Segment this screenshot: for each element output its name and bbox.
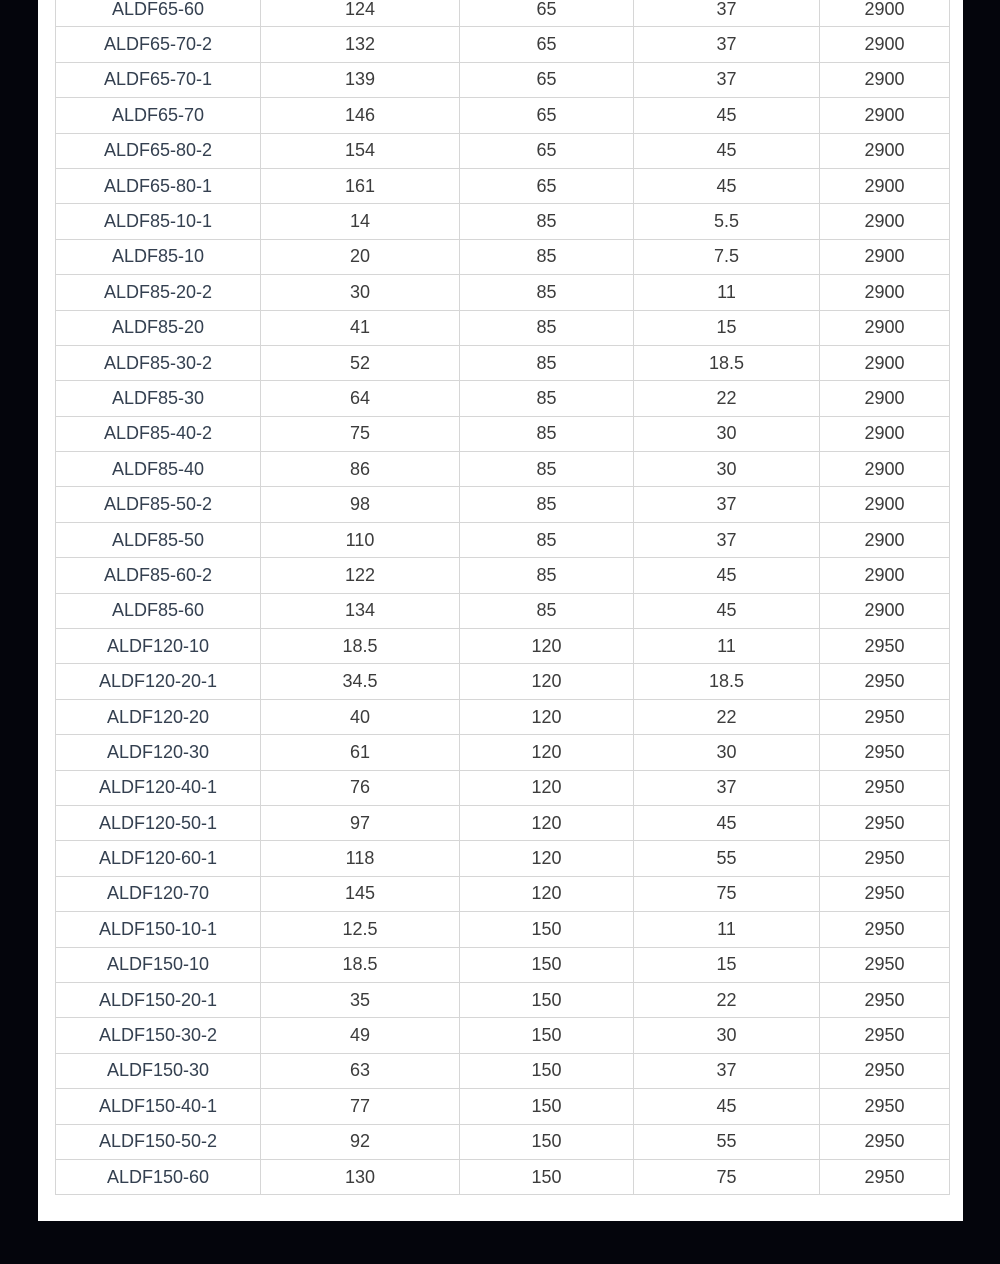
model-cell: ALDF65-70-1 <box>56 62 261 97</box>
value-cell: 22 <box>634 381 820 416</box>
value-cell: 18.5 <box>634 345 820 380</box>
value-cell: 30 <box>634 452 820 487</box>
model-cell: ALDF120-30 <box>56 735 261 770</box>
model-cell: ALDF85-20-2 <box>56 275 261 310</box>
value-cell: 2950 <box>820 912 950 947</box>
value-cell: 45 <box>634 98 820 133</box>
value-cell: 154 <box>261 133 460 168</box>
value-cell: 2900 <box>820 275 950 310</box>
value-cell: 150 <box>460 1053 634 1088</box>
table-row <box>56 1159 950 1194</box>
value-cell: 2900 <box>820 239 950 274</box>
model-cell: ALDF150-60 <box>56 1159 261 1194</box>
value-cell: 5.5 <box>634 204 820 239</box>
table-row <box>56 593 950 628</box>
value-cell: 120 <box>460 876 634 911</box>
value-cell: 45 <box>634 1089 820 1124</box>
value-cell: 37 <box>634 770 820 805</box>
value-cell: 15 <box>634 947 820 982</box>
value-cell: 150 <box>460 912 634 947</box>
value-cell: 2900 <box>820 133 950 168</box>
value-cell: 120 <box>460 664 634 699</box>
value-cell: 40 <box>261 699 460 734</box>
model-cell: ALDF120-20-1 <box>56 664 261 699</box>
table-row <box>56 204 950 239</box>
value-cell: 2950 <box>820 876 950 911</box>
model-cell: ALDF85-30-2 <box>56 345 261 380</box>
value-cell: 2900 <box>820 0 950 27</box>
value-cell: 150 <box>460 1124 634 1159</box>
value-cell: 120 <box>460 770 634 805</box>
table-row <box>56 27 950 62</box>
value-cell: 65 <box>460 168 634 203</box>
table-row <box>56 1089 950 1124</box>
value-cell: 85 <box>460 452 634 487</box>
content-panel <box>38 0 963 1221</box>
value-cell: 150 <box>460 947 634 982</box>
model-cell: ALDF120-50-1 <box>56 805 261 840</box>
value-cell: 97 <box>261 805 460 840</box>
value-cell: 150 <box>460 1018 634 1053</box>
value-cell: 41 <box>261 310 460 345</box>
value-cell: 122 <box>261 558 460 593</box>
value-cell: 12.5 <box>261 912 460 947</box>
value-cell: 75 <box>634 876 820 911</box>
table-row <box>56 487 950 522</box>
value-cell: 2950 <box>820 1124 950 1159</box>
value-cell: 75 <box>634 1159 820 1194</box>
value-cell: 130 <box>261 1159 460 1194</box>
model-cell: ALDF120-20 <box>56 699 261 734</box>
value-cell: 2900 <box>820 452 950 487</box>
table-row <box>56 381 950 416</box>
value-cell: 85 <box>460 204 634 239</box>
table-row <box>56 522 950 557</box>
value-cell: 120 <box>460 629 634 664</box>
value-cell: 161 <box>261 168 460 203</box>
table-row <box>56 239 950 274</box>
value-cell: 2950 <box>820 699 950 734</box>
value-cell: 2950 <box>820 841 950 876</box>
model-cell: ALDF85-10 <box>56 239 261 274</box>
value-cell: 85 <box>460 416 634 451</box>
value-cell: 2900 <box>820 558 950 593</box>
table-row <box>56 452 950 487</box>
value-cell: 37 <box>634 522 820 557</box>
value-cell: 14 <box>261 204 460 239</box>
value-cell: 2950 <box>820 1159 950 1194</box>
value-cell: 134 <box>261 593 460 628</box>
table-row <box>56 275 950 310</box>
value-cell: 85 <box>460 275 634 310</box>
table-row <box>56 1018 950 1053</box>
value-cell: 63 <box>261 1053 460 1088</box>
value-cell: 34.5 <box>261 664 460 699</box>
value-cell: 22 <box>634 982 820 1017</box>
table-row <box>56 168 950 203</box>
value-cell: 11 <box>634 629 820 664</box>
model-cell: ALDF120-10 <box>56 629 261 664</box>
table-row <box>56 841 950 876</box>
value-cell: 61 <box>261 735 460 770</box>
value-cell: 2950 <box>820 982 950 1017</box>
value-cell: 11 <box>634 275 820 310</box>
value-cell: 146 <box>261 98 460 133</box>
value-cell: 18.5 <box>261 629 460 664</box>
value-cell: 37 <box>634 62 820 97</box>
value-cell: 2900 <box>820 487 950 522</box>
value-cell: 145 <box>261 876 460 911</box>
model-cell: ALDF85-60 <box>56 593 261 628</box>
value-cell: 37 <box>634 487 820 522</box>
value-cell: 65 <box>460 27 634 62</box>
table-row <box>56 416 950 451</box>
table-row <box>56 629 950 664</box>
value-cell: 45 <box>634 133 820 168</box>
value-cell: 110 <box>261 522 460 557</box>
value-cell: 150 <box>460 1159 634 1194</box>
model-cell: ALDF120-40-1 <box>56 770 261 805</box>
value-cell: 35 <box>261 982 460 1017</box>
value-cell: 30 <box>261 275 460 310</box>
value-cell: 86 <box>261 452 460 487</box>
table-row <box>56 558 950 593</box>
model-cell: ALDF120-60-1 <box>56 841 261 876</box>
table-row <box>56 133 950 168</box>
table-row <box>56 805 950 840</box>
value-cell: 120 <box>460 805 634 840</box>
value-cell: 77 <box>261 1089 460 1124</box>
table-row <box>56 1124 950 1159</box>
value-cell: 65 <box>460 133 634 168</box>
value-cell: 124 <box>261 0 460 27</box>
model-cell: ALDF85-60-2 <box>56 558 261 593</box>
value-cell: 85 <box>460 593 634 628</box>
value-cell: 150 <box>460 1089 634 1124</box>
value-cell: 2900 <box>820 204 950 239</box>
value-cell: 85 <box>460 381 634 416</box>
value-cell: 2950 <box>820 1018 950 1053</box>
value-cell: 2900 <box>820 310 950 345</box>
value-cell: 55 <box>634 1124 820 1159</box>
value-cell: 118 <box>261 841 460 876</box>
value-cell: 45 <box>634 593 820 628</box>
value-cell: 2900 <box>820 522 950 557</box>
model-cell: ALDF120-70 <box>56 876 261 911</box>
value-cell: 85 <box>460 558 634 593</box>
value-cell: 2900 <box>820 345 950 380</box>
value-cell: 92 <box>261 1124 460 1159</box>
value-cell: 2900 <box>820 416 950 451</box>
table-row <box>56 345 950 380</box>
value-cell: 2950 <box>820 1053 950 1088</box>
value-cell: 120 <box>460 735 634 770</box>
value-cell: 20 <box>261 239 460 274</box>
value-cell: 64 <box>261 381 460 416</box>
value-cell: 120 <box>460 699 634 734</box>
value-cell: 2900 <box>820 27 950 62</box>
value-cell: 98 <box>261 487 460 522</box>
value-cell: 120 <box>460 841 634 876</box>
value-cell: 7.5 <box>634 239 820 274</box>
model-cell: ALDF85-40 <box>56 452 261 487</box>
value-cell: 65 <box>460 98 634 133</box>
model-cell: ALDF150-10 <box>56 947 261 982</box>
value-cell: 49 <box>261 1018 460 1053</box>
table-row <box>56 699 950 734</box>
value-cell: 55 <box>634 841 820 876</box>
value-cell: 30 <box>634 416 820 451</box>
value-cell: 85 <box>460 487 634 522</box>
model-cell: ALDF65-80-2 <box>56 133 261 168</box>
value-cell: 2950 <box>820 1089 950 1124</box>
model-cell: ALDF150-30-2 <box>56 1018 261 1053</box>
value-cell: 85 <box>460 522 634 557</box>
value-cell: 75 <box>261 416 460 451</box>
value-cell: 30 <box>634 1018 820 1053</box>
value-cell: 2900 <box>820 593 950 628</box>
value-cell: 11 <box>634 912 820 947</box>
value-cell: 15 <box>634 310 820 345</box>
pump-spec-table <box>55 0 950 1195</box>
model-cell: ALDF65-70 <box>56 98 261 133</box>
value-cell: 76 <box>261 770 460 805</box>
model-cell: ALDF150-10-1 <box>56 912 261 947</box>
value-cell: 45 <box>634 558 820 593</box>
value-cell: 150 <box>460 982 634 1017</box>
value-cell: 22 <box>634 699 820 734</box>
value-cell: 85 <box>460 345 634 380</box>
model-cell: ALDF150-50-2 <box>56 1124 261 1159</box>
table-row <box>56 664 950 699</box>
value-cell: 52 <box>261 345 460 380</box>
value-cell: 139 <box>261 62 460 97</box>
model-cell: ALDF150-30 <box>56 1053 261 1088</box>
value-cell: 2900 <box>820 381 950 416</box>
value-cell: 2950 <box>820 664 950 699</box>
model-cell: ALDF150-40-1 <box>56 1089 261 1124</box>
table-row <box>56 912 950 947</box>
value-cell: 30 <box>634 735 820 770</box>
value-cell: 18.5 <box>634 664 820 699</box>
value-cell: 37 <box>634 0 820 27</box>
value-cell: 85 <box>460 239 634 274</box>
value-cell: 2950 <box>820 629 950 664</box>
value-cell: 65 <box>460 0 634 27</box>
value-cell: 2950 <box>820 805 950 840</box>
model-cell: ALDF150-20-1 <box>56 982 261 1017</box>
value-cell: 2950 <box>820 735 950 770</box>
value-cell: 2900 <box>820 62 950 97</box>
model-cell: ALDF85-10-1 <box>56 204 261 239</box>
value-cell: 45 <box>634 168 820 203</box>
table-row <box>56 982 950 1017</box>
value-cell: 37 <box>634 27 820 62</box>
model-cell: ALDF85-30 <box>56 381 261 416</box>
value-cell: 2950 <box>820 947 950 982</box>
value-cell: 85 <box>460 310 634 345</box>
table-row <box>56 310 950 345</box>
table-row <box>56 0 950 27</box>
value-cell: 45 <box>634 805 820 840</box>
table-row <box>56 947 950 982</box>
value-cell: 132 <box>261 27 460 62</box>
model-cell: ALDF85-40-2 <box>56 416 261 451</box>
table-row <box>56 1053 950 1088</box>
model-cell: ALDF65-60 <box>56 0 261 27</box>
table-row <box>56 735 950 770</box>
model-cell: ALDF65-80-1 <box>56 168 261 203</box>
model-cell: ALDF85-20 <box>56 310 261 345</box>
table-row <box>56 98 950 133</box>
value-cell: 37 <box>634 1053 820 1088</box>
value-cell: 2900 <box>820 168 950 203</box>
value-cell: 65 <box>460 62 634 97</box>
model-cell: ALDF65-70-2 <box>56 27 261 62</box>
spec-table-body <box>56 0 950 1195</box>
model-cell: ALDF85-50 <box>56 522 261 557</box>
value-cell: 18.5 <box>261 947 460 982</box>
table-row <box>56 876 950 911</box>
value-cell: 2900 <box>820 98 950 133</box>
table-row <box>56 62 950 97</box>
model-cell: ALDF85-50-2 <box>56 487 261 522</box>
table-row <box>56 770 950 805</box>
value-cell: 2950 <box>820 770 950 805</box>
